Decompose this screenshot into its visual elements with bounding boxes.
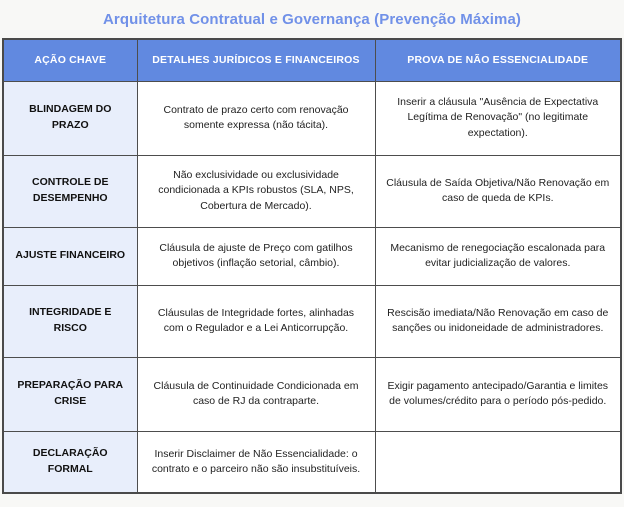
governance-table [2, 38, 622, 494]
details-cell: Cláusula de ajuste de Preço com gatilhos objetivos (inflação setorial, câmbio). [137, 227, 375, 285]
proof-cell: Exigir pagamento antecipado/Garantia e limites de volumes/crédito para o período pós-pedido. [375, 357, 621, 431]
proof-cell: Inserir a cláusula "Ausência de Expectativa Legítima de Renovação" (no legitimate expectation). [375, 81, 621, 155]
details-cell: Contrato de prazo certo com renovação somente expressa (não tácita). [137, 81, 375, 155]
table-row [3, 357, 621, 431]
action-cell: CONTROLE DE DESEMPENHO [3, 155, 137, 227]
details-cell: Cláusula de Continuidade Condicionada em caso de RJ da contraparte. [137, 357, 375, 431]
header-detalhes-juridicos: DETALHES JURÍDICOS E FINANCEIROS [137, 39, 375, 81]
action-cell: DECLARAÇÃO FORMAL [3, 431, 137, 493]
header-acao-chave: AÇÃO CHAVE [3, 39, 137, 81]
details-cell: Não exclusividade ou exclusividade condicionada a KPIs robustos (SLA, NPS, Cobertura de Mercado). [137, 155, 375, 227]
action-cell: AJUSTE FINANCEIRO [3, 227, 137, 285]
table-row [3, 227, 621, 285]
page-title: Arquitetura Contratual e Governança (Prevenção Máxima) [102, 11, 522, 28]
proof-cell: Cláusula de Saída Objetiva/Não Renovação em caso de queda de KPIs. [375, 155, 621, 227]
action-cell: PREPARAÇÃO PARA CRISE [3, 357, 137, 431]
action-cell: INTEGRIDADE E RISCO [3, 285, 137, 357]
table-row [3, 285, 621, 357]
proof-cell: Rescisão imediata/Não Renovação em caso de sanções ou inidoneidade de administradores. [375, 285, 621, 357]
table-row [3, 155, 621, 227]
action-cell: BLINDAGEM DO PRAZO [3, 81, 137, 155]
proof-cell [375, 431, 621, 493]
details-cell: Inserir Disclaimer de Não Essencialidade: o contrato e o parceiro não são insubstituíveis. [137, 431, 375, 493]
proof-cell: Mecanismo de renegociação escalonada para evitar judicialização de valores. [375, 227, 621, 285]
header-prova-nao-essencialidade: PROVA DE NÃO ESSENCIALIDADE [375, 39, 621, 81]
table-row [3, 81, 621, 155]
details-cell: Cláusulas de Integridade fortes, alinhadas com o Regulador e a Lei Anticorrupção. [137, 285, 375, 357]
table-row [3, 431, 621, 493]
table-header-row [3, 39, 621, 81]
